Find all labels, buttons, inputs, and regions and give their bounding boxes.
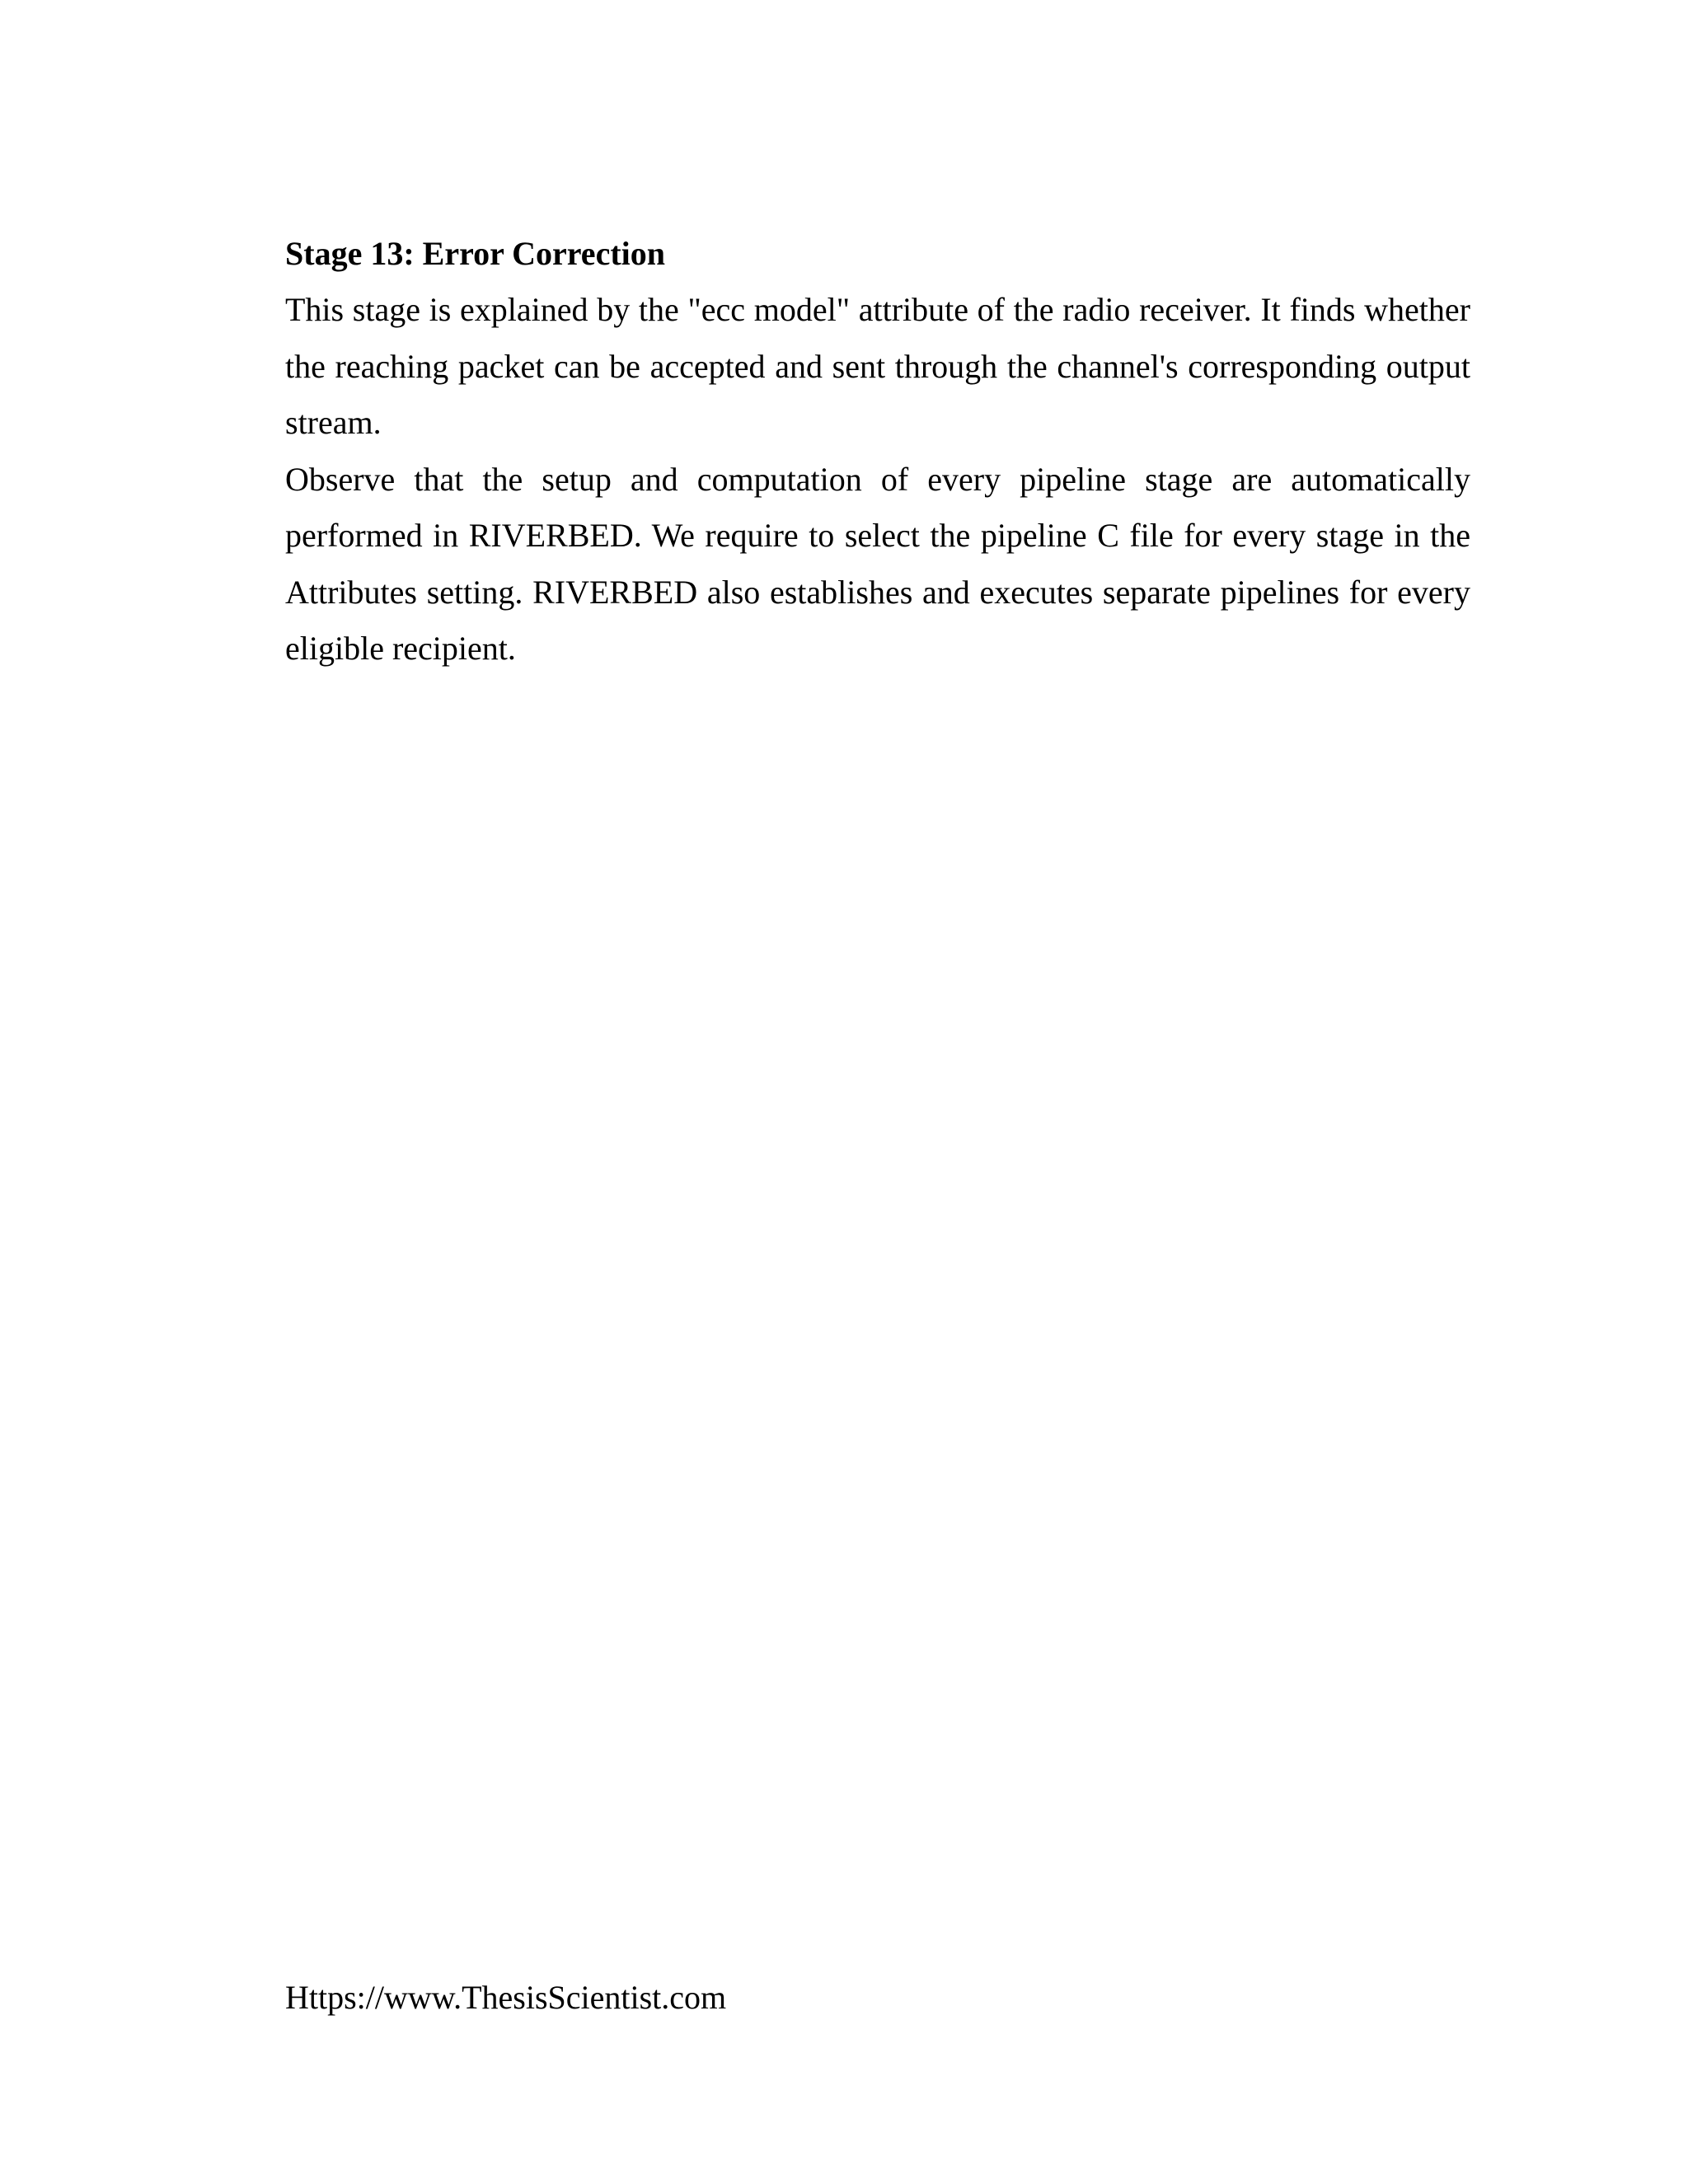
page-content [285, 226, 1470, 677]
paragraph-pipeline-note: Observe that the setup and computation of every pipeline stage are automatically performed in RIVERBED. We require to select the pipeline C file for every stage in the Attributes setting. RIVERBED also establishes and executes separate pipelines for every eligible recipient. [285, 460, 1470, 667]
paragraph-ecc-stage: This stage is explained by the "ecc model" attribute of the radio receiver. It finds whether the reaching packet can be accepted and sent through the channel's corresponding output stream. [285, 291, 1470, 441]
footer-url: Https://www.ThesisScientist.com [285, 1979, 727, 2016]
section-heading: Stage 13: Error Correction [285, 235, 665, 272]
